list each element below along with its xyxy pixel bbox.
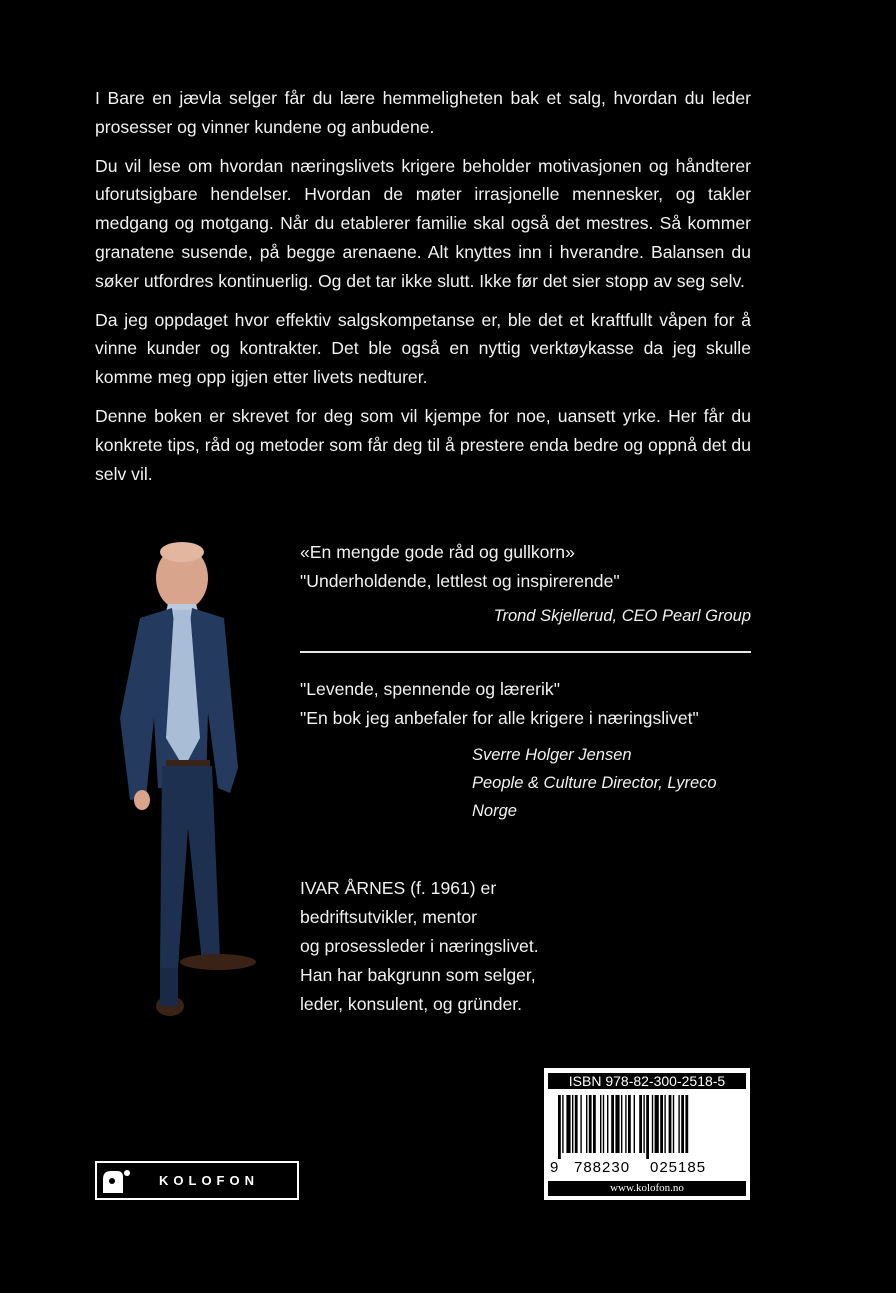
blurb-paragraph: Da jeg oppdaget hvor effektiv salgskompetanse er, ble det et kraftfullt våpen for å vinne kunder og kontrakter. Det ble også en nyttig verktøykasse da jeg skulle komme meg opp igjen etter livets nedturer. xyxy=(95,309,751,388)
barcode-bar xyxy=(634,1095,635,1153)
barcode-bar xyxy=(558,1095,561,1159)
barcode-bar xyxy=(607,1095,608,1153)
barcode-bar xyxy=(664,1095,665,1153)
bio-line: Han har bakgrunn som selger, xyxy=(300,965,536,985)
author-photo xyxy=(100,538,275,1028)
barcode-bar xyxy=(681,1095,684,1153)
barcode-bar xyxy=(603,1095,604,1153)
bio-line: IVAR ÅRNES (f. 1961) er xyxy=(300,878,497,898)
barcode-bar xyxy=(600,1095,601,1153)
barcode-bar xyxy=(673,1095,674,1153)
publisher-name: KOLOFON xyxy=(159,1173,259,1188)
author-bio xyxy=(300,874,600,1019)
quote-attribution: Trond Skjellerud, CEO Pearl Group xyxy=(493,607,751,625)
publisher-url: www.kolofon.no xyxy=(548,1181,746,1196)
publisher-mark-icon xyxy=(101,1167,131,1194)
review-quotes xyxy=(300,538,751,825)
barcode-bar xyxy=(589,1095,592,1153)
barcode-bar xyxy=(628,1095,631,1153)
blurb-paragraph: I Bare en jævla selger får du lære hemmeligheten bak et salg, hvordan du leder prosesser og vinner kundene og anbudene. xyxy=(95,88,751,137)
barcode-bar xyxy=(586,1095,587,1153)
barcode-bar xyxy=(652,1095,653,1153)
barcode-bar xyxy=(678,1095,679,1153)
quote-line: "En bok jeg anbefaler for alle krigere i næringslivet" xyxy=(300,708,699,728)
bio-line: bedriftsutvikler, mentor xyxy=(300,907,477,927)
barcode-bar xyxy=(625,1095,626,1153)
barcode-digit: 9 xyxy=(550,1159,559,1176)
quote-line: "Levende, spennende og lærerik" xyxy=(300,679,560,699)
barcode-bar xyxy=(655,1095,659,1153)
barcode-bar xyxy=(575,1095,578,1153)
quote-line: "Underholdende, lettlest og inspirerende" xyxy=(300,571,620,591)
barcode-bar xyxy=(621,1095,622,1153)
barcode-bar xyxy=(639,1095,642,1153)
barcode-digits-left: 788230 xyxy=(574,1159,631,1176)
isbn-label: ISBN 978-82-300-2518-5 xyxy=(548,1073,746,1089)
barcode-bar xyxy=(660,1095,663,1153)
bio-line: leder, konsulent, og gründer. xyxy=(300,994,523,1014)
barcode-bar xyxy=(615,1095,619,1153)
barcode-bar xyxy=(593,1095,596,1153)
barcode-bar xyxy=(580,1095,581,1153)
bio-line: og prosessleder i næringslivet. xyxy=(300,936,539,956)
barcode-bar xyxy=(685,1095,688,1153)
barcode-bars xyxy=(558,1095,738,1159)
attribution-title: People & Culture Director, Lyreco Norge xyxy=(472,774,717,820)
back-cover-blurb xyxy=(95,84,751,498)
barcode-bar xyxy=(669,1095,672,1153)
attribution-name: Sverre Holger Jensen xyxy=(472,746,632,764)
publisher-logo xyxy=(95,1161,299,1200)
blurb-paragraph: Denne boken er skrevet for deg som vil kjempe for noe, uansett yrke. Her får du konkrete tips, råd og metoder som får deg til å prestere enda bedre og oppnå det du selv vil. xyxy=(95,405,751,484)
barcode-bar xyxy=(643,1095,644,1153)
barcode-bar xyxy=(572,1095,573,1153)
barcode-digits-right: 025185 xyxy=(650,1159,707,1176)
barcode-bar xyxy=(646,1095,649,1159)
quote-attribution xyxy=(472,741,751,825)
divider xyxy=(300,651,751,653)
barcode-bar xyxy=(566,1095,570,1153)
barcode-bar xyxy=(562,1095,563,1153)
barcode-bar xyxy=(611,1095,614,1153)
quote-line: «En mengde gode råd og gullkorn» xyxy=(300,542,575,562)
isbn-barcode xyxy=(544,1068,750,1200)
blurb-paragraph: Du vil lese om hvordan næringslivets krigere beholder motivasjonen og håndterer uforutsigbare hendelser. Hvordan de møter irrasjonelle mennesker, og takler medgang og motgang. Når du etablerer familie skal også det mestres. Så kommer granatene susende, på begge arenaene. Alt knyttes inn i hverandre. Balansen du søker utfordres kontinuerlig. Og det tar ikke slutt. Ikke før det sier stopp av seg selv. xyxy=(95,155,751,291)
